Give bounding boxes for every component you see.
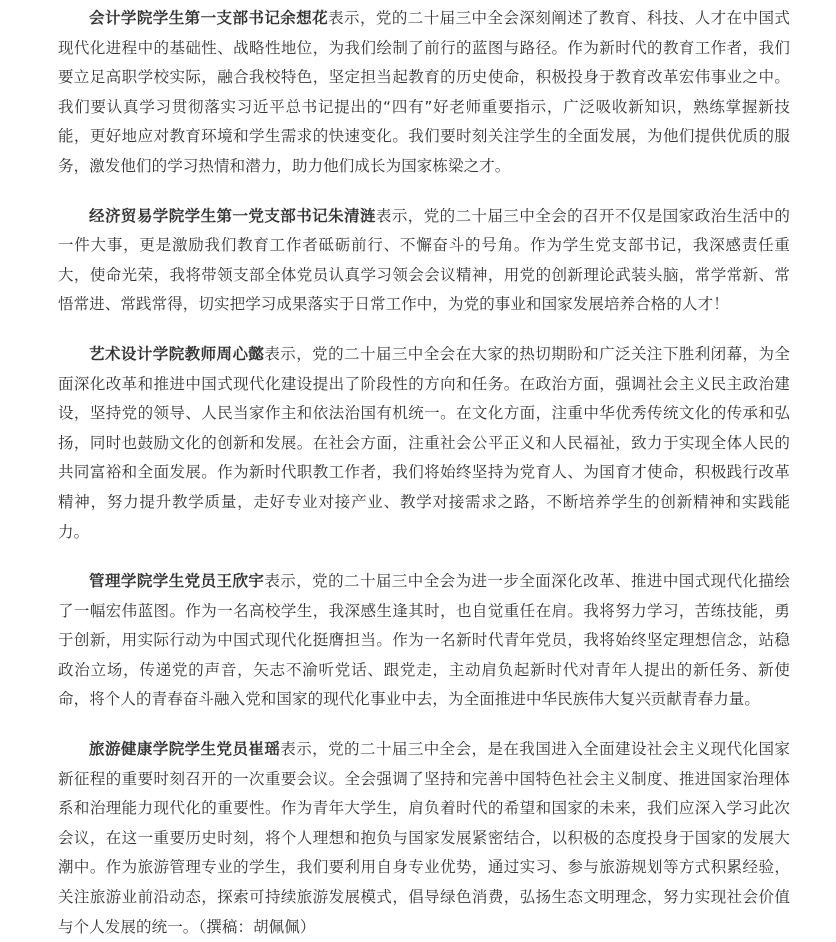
- speaker-name: 艺术设计学院教师周心懿: [89, 344, 265, 363]
- statement-paragraph: [58, 340, 790, 547]
- statement-text: 表示，党的二十届三中全会在大家的热切期盼和广泛关注下胜利闭幕，为全面深化改革和推进中国式现代化建设提出了阶段性的方向和任务。在政治方面，强调社会主义民主政治建设，坚持党的领导、人民当家作主和依法治国有机统一。在文化方面，注重中华优秀传统文化的传承和弘扬，同时也鼓励文化的创新和发展。在社会方面，注重社会公平正义和人民福祉，致力于实现全体人民的共同富裕和全面发展。作为新时代职教工作者，我们将始终坚持为党育人、为国育才使命，积极践行改革精神，努力提升教学质量，走好专业对接产业、教学对接需求之路，不断培养学生的创新精神和实践能力。: [58, 344, 790, 541]
- statement-paragraph: [58, 4, 790, 182]
- statement-text: 表示，党的二十届三中全会的召开不仅是国家政治生活中的一件大事，更是激励我们教育工作者砥砺前行、不懈奋斗的号角。作为学生党支部书记，我深感责任重大，使命光荣，我将带领支部全体党员认真学习领会会议精神，用党的创新理论武装头脑，常学常新、常悟常进、常践常得，切实把学习成果落实于日常工作中，为党的事业和国家发展培养合格的人才！: [58, 206, 790, 314]
- speaker-name: 会计学院学生第一支部书记余想花: [89, 9, 329, 27]
- speaker-name: 管理学院学生党员王欣宇: [89, 572, 265, 591]
- speaker-name: 旅游健康学院学生党员崔瑶: [89, 740, 281, 759]
- statement-text: 表示，党的二十届三中全会，是在我国进入全面建设社会主义现代化国家新征程的重要时刻召开的一次重要会议。全会强调了坚持和完善中国特色社会主义制度、推进国家治理体系和治理能力现代化的重要性。作为青年大学生，肩负着时代的希望和国家的未来，我们应深入学习此次会议，在这一重要历史时刻，将个人理想和抱负与国家发展紧密结合，以积极的态度投身于国家的发展大潮中。作为旅游管理专业的学生，我们要利用自身专业优势，通过实习、参与旅游规划等方式积累经验，关注旅游业前沿动态，探索可持续旅游发展模式，倡导绿色消费，弘扬生态文明理念，努力实现社会价值与个人发展的统一。（撰稿：胡佩佩）: [58, 740, 791, 936]
- statement-text: 表示，党的二十届三中全会深刻阐述了教育、科技、人才在中国式现代化进程中的基础性、战略性地位，为我们绘制了前行的蓝图与路径。作为新时代的教育工作者，我们要立足高职学校实际，融合我校特色，坚定担当起教育的历史使命，积极投身于教育改革宏伟事业之中。我们要认真学习贯彻落实习近平总书记提出的“四有”好老师重要指示，广泛吸收新知识，熟练掌握新技能，更好地应对教育环境和学生需求的快速变化。我们要时刻关注学生的全面发展，为他们提供优质的服务，激发他们的学习热情和潜力，助力他们成长为国家栋梁之才。: [58, 9, 790, 175]
- statement-text: 表示，党的二十届三中全会为进一步全面深化改革、推进中国式现代化描绘了一幅宏伟蓝图。作为一名高校学生，我深感生逢其时，也自觉重任在肩。我将努力学习，苦练技能，勇于创新，用实际行动为中国式现代化挺膺担当。作为一名新时代青年党员，我将始终坚定理想信念，站稳政治立场，传递党的声音，矢志不渝听党话、跟党走，主动肩负起新时代对青年人提出的新任务、新使命，将个人的青春奋斗融入党和国家的现代化事业中去，为全面推进中华民族伟大复兴贡献青春力量。: [58, 572, 790, 709]
- speaker-name: 经济贸易学院学生第一党支部书记朱清涟: [89, 206, 376, 225]
- statement-paragraph: [58, 202, 790, 320]
- statement-paragraph: [58, 567, 790, 715]
- statement-paragraph: [58, 735, 790, 942]
